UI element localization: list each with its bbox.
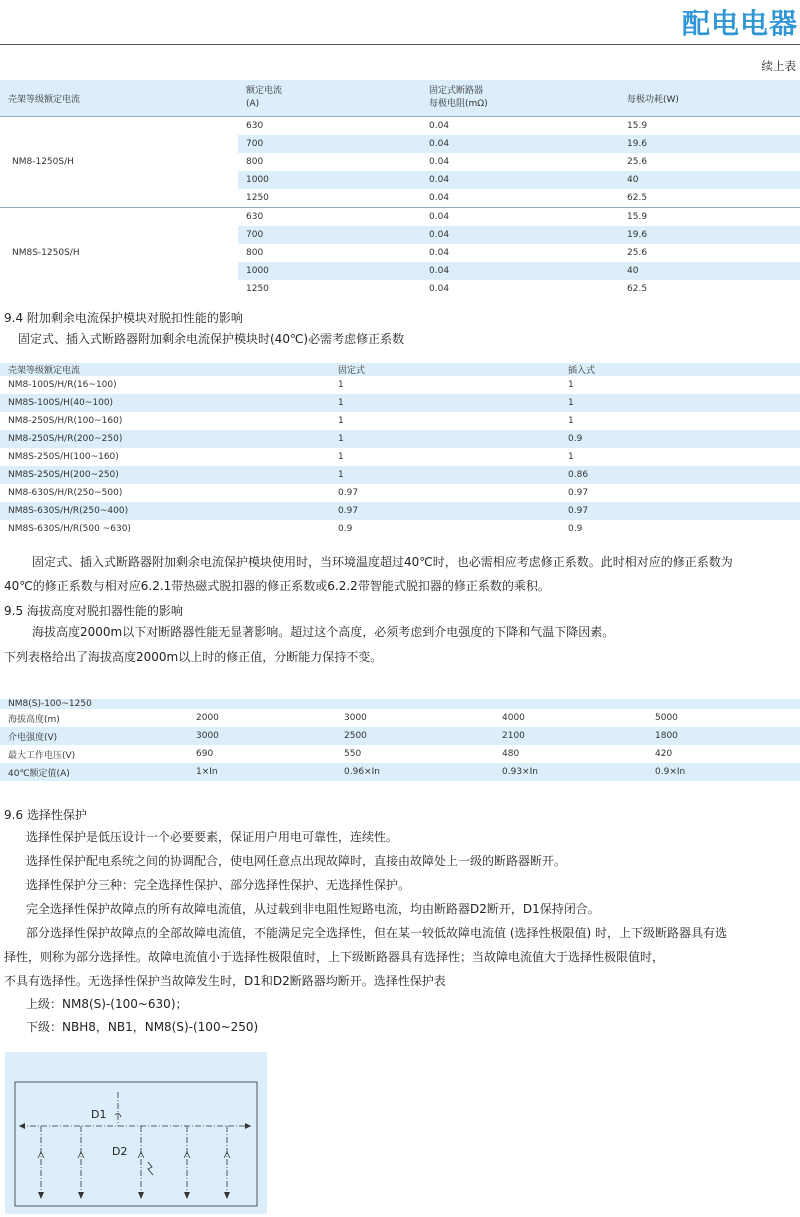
value-cell: 2500 [336,727,494,745]
value-cell: 420 [655,749,673,759]
frame-cell: NM8S-1250S/H [0,208,238,299]
fixed-cell: 0.97 [330,502,560,520]
selectivity-diagram [5,1052,267,1214]
branch-group [38,1126,230,1199]
col-current: 额定电流 (A) [238,80,421,117]
value-cell: 1800 [647,727,800,745]
table-row [0,394,800,412]
d2-label: D2 [112,1145,128,1158]
section-9-6-title: 9.6 选择性保护 [4,808,87,822]
branch-arrow [38,1192,44,1199]
busbar-arrow-right [245,1123,251,1129]
value-cell: 0.9×In [647,763,800,781]
section-9-6-p3: 选择性保护分三种：完全选择性保护、部分选择性保护、无选择性保护。 [26,878,411,892]
resistance-cell: 0.04 [421,226,619,244]
plugin-cell: 0.97 [560,502,800,520]
plugin-cell: 1 [568,452,574,462]
current-cell: 1000 [238,171,421,189]
power-loss-table [0,80,800,298]
table-row [0,430,800,448]
section-9-4-title: 9.4 附加剩余电流保护模块对脱扣性能的影响 [4,311,243,325]
frame-cell: NM8S-630S/H/R(250~400) [0,502,330,520]
value-cell: 0.93×In [494,763,647,781]
plugin-cell: 1 [568,380,574,390]
section-9-6-p2: 选择性保护配电系统之间的协调配合，使电网任意点出现故障时，直接由故障处上一级的断路器断开。 [26,854,567,868]
section-9-5-p2: 下列表格给出了海拔高度2000m以上时的修正值，分断能力保持不变。 [4,650,383,664]
fixed-cell: 1 [330,394,560,412]
col-frame: 壳架等级额定电流 [0,363,330,376]
table-row [0,117,800,136]
fixed-cell: 1 [338,416,344,426]
frame-cell: NM8-250S/H/R(100~160) [8,416,123,426]
resistance-cell: 0.04 [429,284,450,294]
fixed-cell: 1 [338,452,344,462]
row-label-cell: 海拔高度(m) [8,714,60,725]
value-cell: 690 [196,749,214,759]
current-cell: 1000 [238,262,421,280]
diagram-frame [15,1082,257,1206]
fixed-cell: 0.9 [338,524,353,534]
continued-label: 续上表 [761,59,796,73]
table-row [0,208,800,227]
altitude-table [0,699,800,781]
resistance-cell: 0.04 [429,193,450,203]
power-cell: 15.9 [619,208,800,227]
table-row [0,763,800,781]
power-cell: 25.6 [627,157,648,167]
section-9-6-p5c: 不具有选择性。无选择性保护当故障发生时，D1和D2断路器均断开。选择性保护表 [4,974,446,988]
table-row [0,376,800,394]
table-row [0,502,800,520]
section-9-6-p5a: 部分选择性保护故障点的全部故障电流值，不能满足完全选择性，但在某一较低故障电流值 (选择性极限值) 时，上下级断路器具有选 [26,926,727,940]
power-cell: 15.9 [619,117,800,136]
section-9-5-title: 9.5 海拔高度对脱扣器性能的影响 [4,604,183,618]
value-cell: 5000 [655,713,678,723]
frame-cell: NM8S-250S/H(200~250) [0,466,330,484]
table-header-row [0,363,800,376]
power-cell: 40 [619,171,800,189]
resistance-cell: 0.04 [421,135,619,153]
col-frame: 壳架等级额定电流 [0,80,238,117]
branch-arrow [224,1192,230,1199]
frame-cell: NM8-1250S/H [0,117,238,208]
d1-label: D1 [91,1108,107,1121]
section-9-5-p1: 海拔高度2000m以下对断路器性能无显著影响。超过这个高度，必须考虑到介电强度的下降和气温下降因素。 [32,625,615,639]
value-cell: 3000 [188,727,336,745]
plugin-cell: 1 [568,416,574,426]
table-row [0,448,800,466]
current-cell: 1250 [246,193,269,203]
table-row [0,484,800,502]
row-label-cell: 介电强度(V) [0,727,188,745]
fixed-cell: 1 [330,466,560,484]
fixed-cell: 1 [330,430,560,448]
branch-arrow [138,1192,144,1199]
section-9-4-intro: 固定式、插入式断路器附加剩余电流保护模块时(40℃)必需考虑修正系数 [18,332,405,346]
frame-cell: NM8-100S/H/R(16~100) [8,380,117,390]
busbar-arrow-left [19,1123,25,1129]
col-plugin: 插入式 [560,363,800,376]
fixed-cell: 0.97 [338,488,359,498]
table-row [0,520,800,538]
section-9-6-lower: 下级：NBH8，NB1，NM8(S)-(100~250) [26,1020,259,1034]
row-label-cell: 最大工作电压(V) [8,750,76,761]
resistance-cell: 0.04 [421,262,619,280]
table-title-row [0,699,800,709]
current-cell: 630 [238,208,421,227]
value-cell: 4000 [502,713,525,723]
branch-arrow [78,1192,84,1199]
table-row [0,745,800,763]
frame-cell: NM8-250S/H/R(200~250) [0,430,330,448]
power-cell: 25.6 [627,248,648,258]
section-9-6-p4: 完全选择性保护故障点的所有故障电流值，从过载到非电阻性短路电流，均由断路器D2断开，D1保持闭合。 [26,902,600,916]
table-row [0,709,800,727]
branch-arrow [184,1192,190,1199]
selectivity-diagram-svg [5,1052,267,1214]
resistance-cell: 0.04 [421,171,619,189]
section-9-6-p5b: 择性，则称为部分选择性。故障电流值小于选择性极限值时，上下级断路器具有选择性；当故障电流值大于选择性极限值时， [4,950,665,964]
brand-title: 配电电器 [681,7,798,40]
section-9-4-note-1: 固定式、插入式断路器附加剩余电流保护模块使用时，当环境温度超过40℃时，也必需相应考虑修正系数。此时相对应的修正系数为 [32,555,733,569]
power-cell: 19.6 [619,135,800,153]
col-fixed: 固定式 [330,363,560,376]
frame-cell: NM8S-630S/H/R(500 ~630) [8,524,131,534]
power-cell: 62.5 [627,193,648,203]
plugin-cell: 0.86 [560,466,800,484]
col-resistance: 固定式断路器 每极电阻(mΩ) [421,80,619,117]
plugin-cell: 0.97 [568,488,589,498]
table-row [0,412,800,430]
current-cell: 800 [246,248,264,258]
frame-cell: NM8-630S/H/R(250~500) [8,488,123,498]
resistance-cell: 0.04 [421,208,619,227]
plugin-cell: 1 [560,394,800,412]
section-9-6-p1: 选择性保护是低压设计一个必要要素，保证用户用电可靠性，连续性。 [26,830,399,844]
col-power: 每极功耗(W) [619,80,800,117]
table-row [0,466,800,484]
frame-cell: NM8S-250S/H(100~160) [8,452,119,462]
current-cell: 1250 [246,284,269,294]
current-cell: 700 [238,226,421,244]
frame-cell: NM8S-100S/H(40~100) [0,394,330,412]
value-cell: 3000 [344,713,367,723]
plugin-cell: 0.9 [560,430,800,448]
power-cell: 62.5 [627,284,648,294]
current-cell: 630 [238,117,421,136]
resistance-cell: 0.04 [429,248,450,258]
plugin-cell: 0.9 [568,524,583,534]
fault-lightning-icon [148,1162,153,1175]
value-cell: 2000 [196,713,219,723]
row-label-cell: 40℃额定值(A) [0,763,188,781]
fixed-cell: 1 [338,380,344,390]
table-row [0,727,800,745]
section-9-6-upper: 上级：NM8(S)-(100~630)； [26,997,188,1011]
value-cell: 2100 [494,727,647,745]
power-cell: 19.6 [619,226,800,244]
value-cell: 550 [344,749,362,759]
resistance-cell: 0.04 [421,117,619,136]
rcd-correction-table [0,363,800,538]
header-rule [0,44,800,45]
value-cell: 0.96×In [336,763,494,781]
table-header-row [0,80,800,117]
section-9-4-note-2: 40℃的修正系数与相对应6.2.1带热磁式脱扣器的修正系数或6.2.2带智能式脱扣器的修正系数的乘积。 [4,579,550,593]
power-cell: 40 [619,262,800,280]
altitude-table-title: NM8(S)-100~1250 [0,699,800,709]
value-cell: 1×In [188,763,336,781]
current-cell: 800 [246,157,264,167]
resistance-cell: 0.04 [429,157,450,167]
value-cell: 480 [502,749,520,759]
current-cell: 700 [238,135,421,153]
